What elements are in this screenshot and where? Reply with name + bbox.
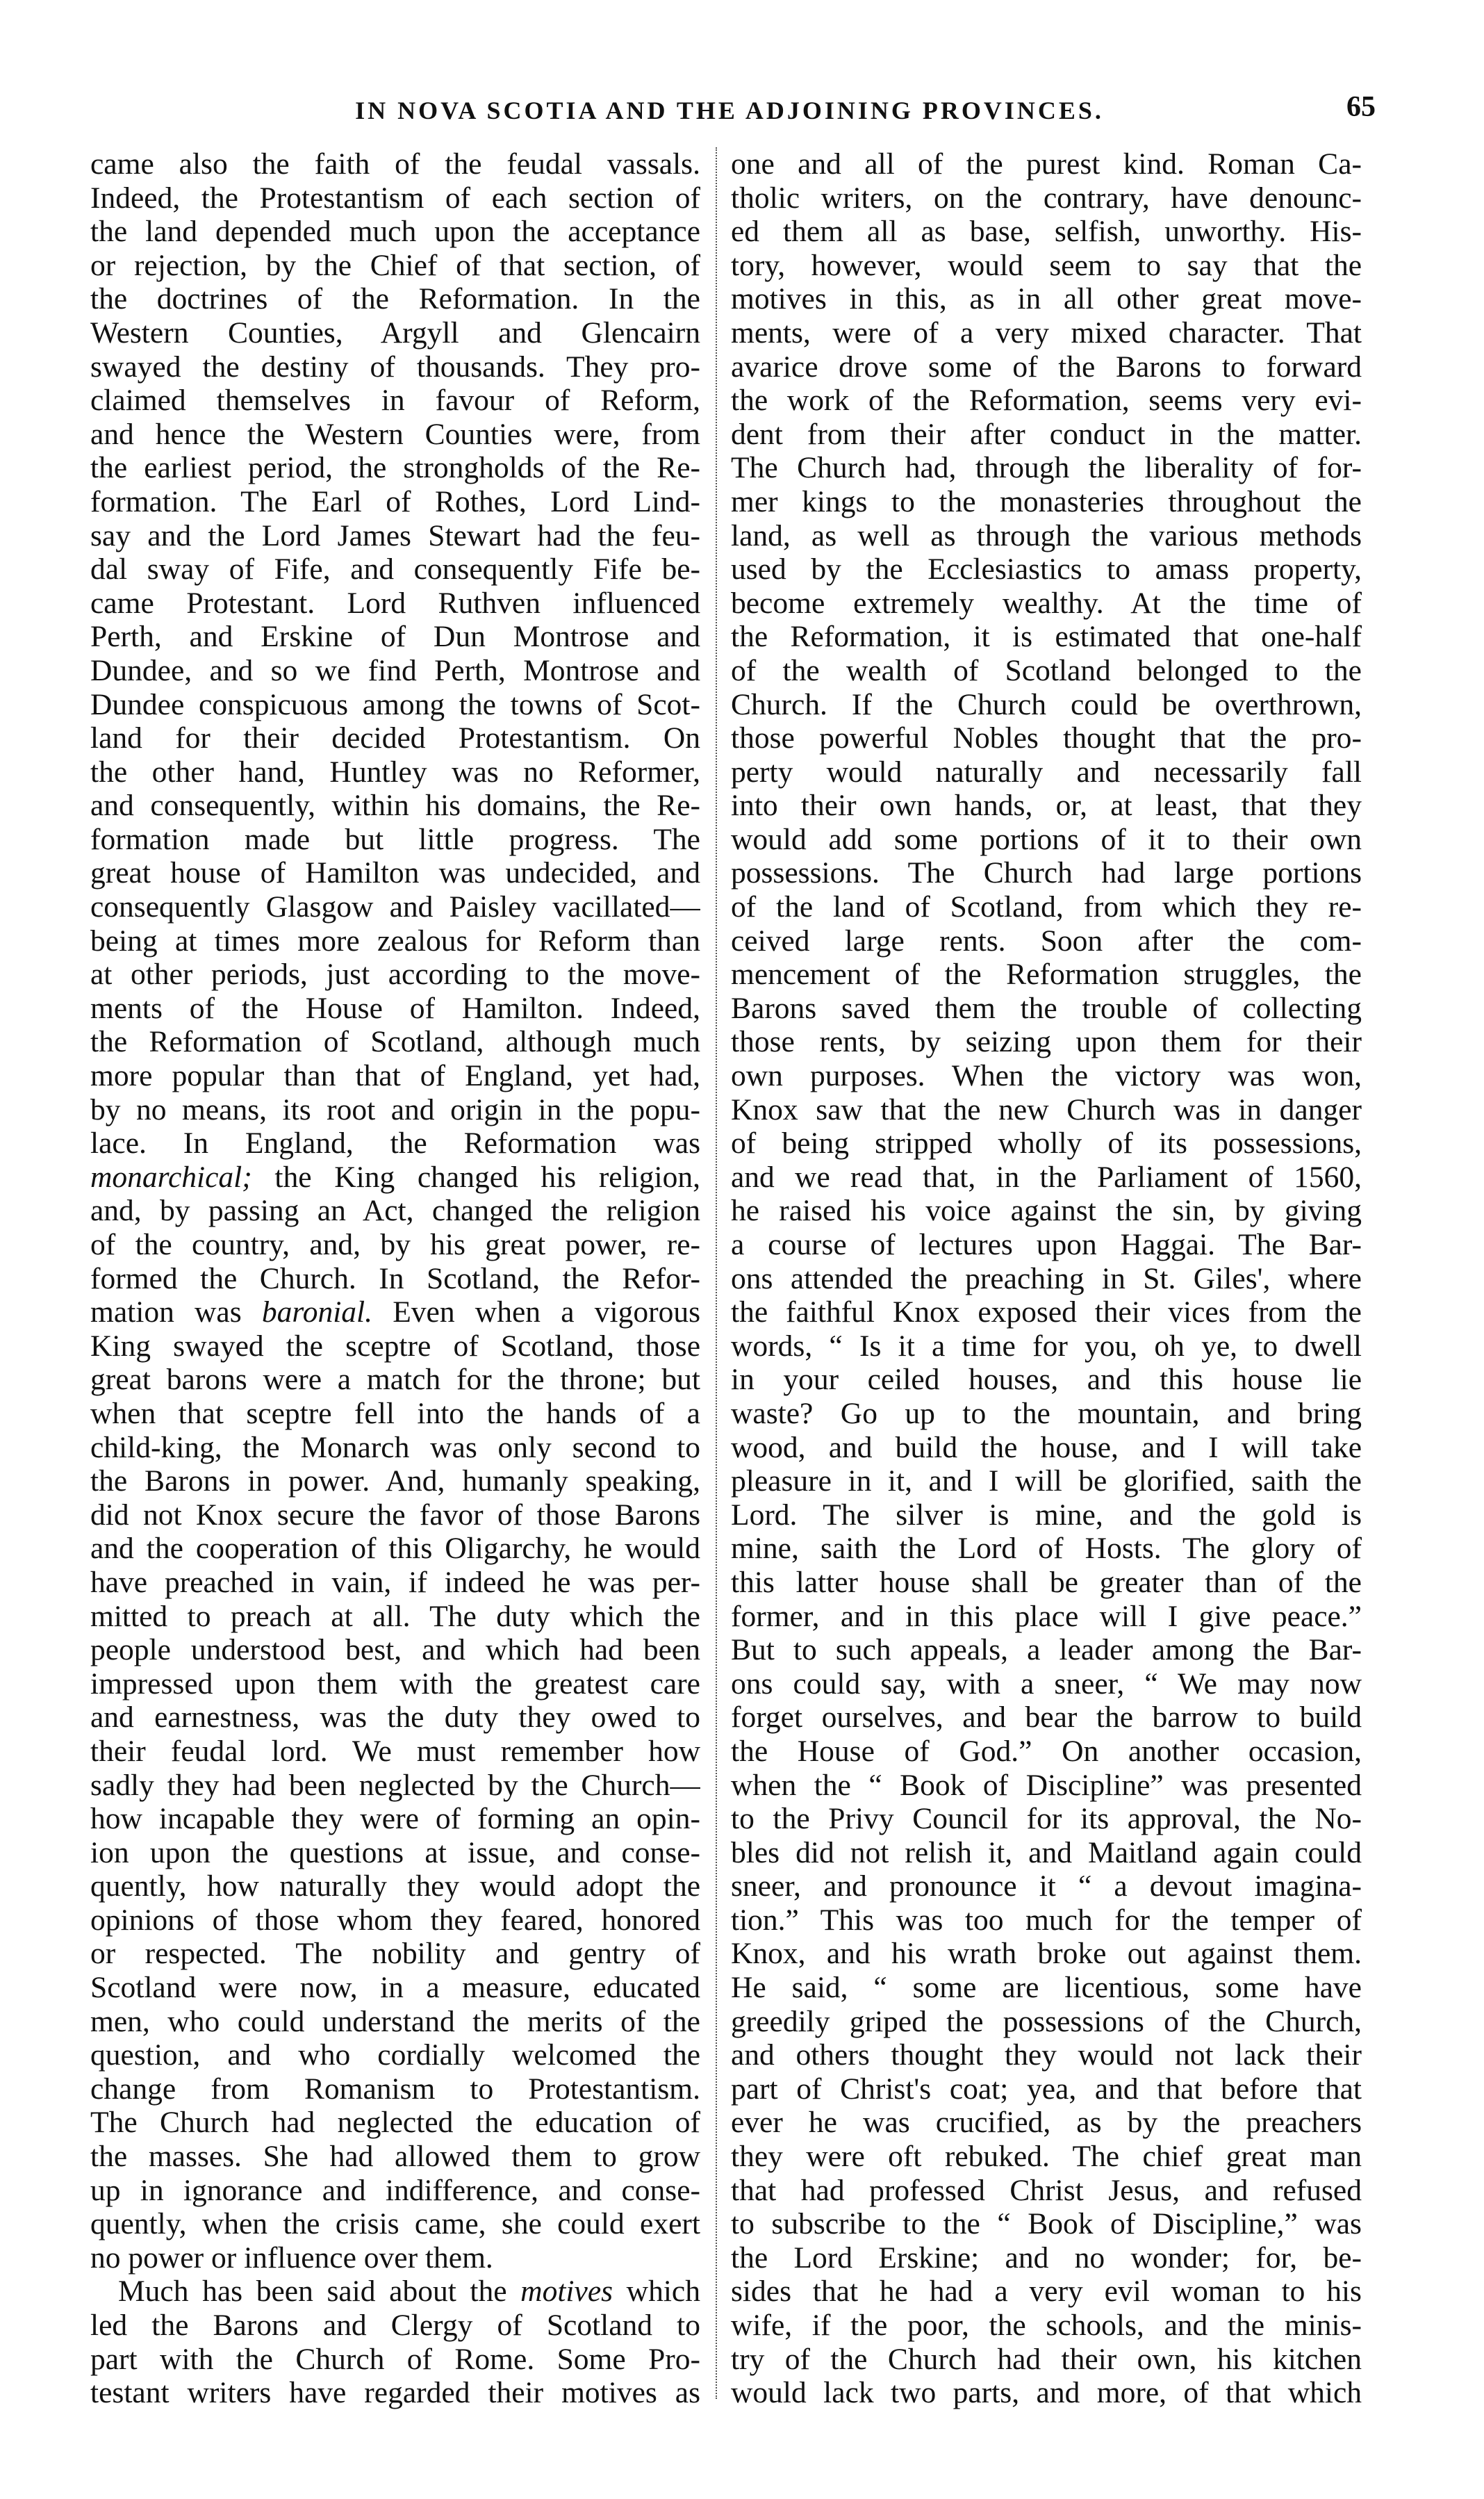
text-line: formation. The Earl of Rothes, Lord Lind- [90,484,700,518]
text-line: wife, if the poor, the schools, and the minis- [731,2309,1362,2342]
text-line: tion.” This was too much for the temper of [731,1903,1362,1937]
text-line: tory, however, would seem to say that the [731,248,1362,282]
text-line: those rents, by seizing upon them for their [731,1025,1362,1059]
text-line: sneer, and pronounce it “ a devout imagina- [731,1869,1362,1903]
text-line: when the “ Book of Discipline” was presented [731,1768,1362,1802]
text-line: or respected. The nobility and gentry of [90,1937,700,1971]
text-line: of the wealth of Scotland belonged to the [731,653,1362,687]
text-line: quently, when the crisis came, she could exert [90,2207,700,2241]
text-line: wood, and build the house, and I will take [731,1430,1362,1464]
text-line: the faithful Knox exposed their vices from the [731,1295,1362,1329]
text-line: the masses. She had allowed them to grow [90,2140,700,2174]
text-line: avarice drove some of the Barons to forward [731,350,1362,384]
text-line: Western Counties, Argyll and Glencairn [90,316,700,350]
text-line: But to such appeals, a leader among the Bar- [731,1633,1362,1667]
text-line: greedily griped the possessions of the Church, [731,2004,1362,2038]
text-line: sides that he had a very evil woman to his [731,2275,1362,2309]
text-line: Knox, and his wrath broke out against them. [731,1937,1362,1971]
text-line: formed the Church. In Scotland, the Refor- [90,1261,700,1295]
text-line: one and all of the purest kind. Roman Ca- [731,147,1362,181]
text-line: say and the Lord James Stewart had the feu- [90,518,700,552]
text-line: The Church had neglected the education of [90,2106,700,2140]
text-line: pleasure in it, and I will be glorified, saith the [731,1464,1362,1498]
text-line: the doctrines of the Reformation. In the [90,282,700,316]
text-line: Church. If the Church could be overthrown, [731,687,1362,721]
text-line: question, and who cordially welcomed the [90,2038,700,2072]
text-line: motives in this, as in all other great move- [731,282,1362,316]
text-line: and others thought they would not lack their [731,2038,1362,2072]
text-line: ceived large rents. Soon after the com- [731,924,1362,958]
text-line: and hence the Western Counties were, from [90,417,700,451]
text-line: the Lord Erskine; and no wonder; for, be- [731,2240,1362,2275]
text-line: Dundee, and so we find Perth, Montrose and [90,653,700,687]
text-line: and earnestness, was the duty they owed to [90,1701,700,1735]
text-line: formation made but little progress. The [90,822,700,856]
text-line: came also the faith of the feudal vassals. [90,147,700,181]
text-line: sadly they had been neglected by the Church— [90,1768,700,1802]
text-line: quently, how naturally they would adopt the [90,1869,700,1903]
text-line: and consequently, within his domains, the Re- [90,789,700,823]
text-line: monarchical; the King changed his religion, [90,1160,700,1194]
text-line: Barons saved them the trouble of collecting [731,991,1362,1025]
text-line: have preached in vain, if indeed he was per- [90,1565,700,1599]
text-line: the Reformation, it is estimated that one-half [731,620,1362,654]
text-line: to subscribe to the “ Book of Discipline,” was [731,2207,1362,2241]
text-line: ments, were of a very mixed character. That [731,316,1362,350]
text-line: words, “ Is it a time for you, oh ye, to dwell [731,1329,1362,1363]
text-line: Dundee conspicuous among the towns of Scot- [90,687,700,721]
text-line: change from Romanism to Protestantism. [90,2072,700,2106]
text-line: used by the Ecclesiastics to amass property, [731,552,1362,587]
text-line: more popular than that of England, yet had, [90,1059,700,1093]
text-line: bles did not relish it, and Maitland again could [731,1835,1362,1869]
text-line: the work of the Reformation, seems very evi- [731,384,1362,418]
text-line: Perth, and Erskine of Dun Montrose and [90,620,700,654]
page-number: 65 [1346,91,1376,123]
text-line: part with the Church of Rome. Some Pro- [90,2342,700,2376]
text-line: testant writers have regarded their motives as [90,2376,700,2410]
text-line: of the country, and, by his great power, re- [90,1228,700,1261]
text-line: land for their decided Protestantism. On [90,721,700,755]
text-line: Much has been said about the motives which [118,2275,700,2309]
text-line: would lack two parts, and more, of that which [731,2376,1362,2410]
text-line: tholic writers, on the contrary, have denounc- [731,181,1362,215]
text-line: become extremely wealthy. At the time of [731,586,1362,620]
text-line: of being stripped wholly of its possessions, [731,1126,1362,1161]
text-line: Scotland were now, in a measure, educated [90,1971,700,2005]
text-line: lace. In England, the Reformation was [90,1126,700,1161]
text-line: King swayed the sceptre of Scotland, those [90,1329,700,1363]
text-line: ons attended the preaching in St. Giles', where [731,1261,1362,1295]
text-line: men, who could understand the merits of the [90,2004,700,2038]
text-line: and we read that, in the Parliament of 1560, [731,1160,1362,1194]
text-line: ments of the House of Hamilton. Indeed, [90,991,700,1025]
text-line: mation was baronial. Even when a vigorous [90,1295,700,1329]
text-line: swayed the destiny of thousands. They pro- [90,350,700,384]
text-line: mitted to preach at all. The duty which the [90,1599,700,1633]
right-text-column [731,147,1362,2413]
text-line: possessions. The Church had large portions [731,856,1362,890]
text-line: would add some portions of it to their own [731,822,1362,856]
text-line: or rejection, by the Chief of that section, of [90,248,700,282]
text-line: how incapable they were of forming an opin- [90,1802,700,1836]
text-line: came Protestant. Lord Ruthven influenced [90,586,700,620]
text-line: Knox saw that the new Church was in danger [731,1092,1362,1126]
column-divider [716,147,717,2399]
text-line: impressed upon them with the greatest care [90,1666,700,1701]
text-line: mencement of the Reformation struggles, the [731,958,1362,992]
text-line: mine, saith the Lord of Hosts. The glory of [731,1532,1362,1566]
text-line: a course of lectures upon Haggai. The Bar- [731,1228,1362,1261]
text-line: former, and in this place will I give peace.” [731,1599,1362,1633]
text-line: own purposes. When the victory was won, [731,1059,1362,1093]
text-line: opinions of those whom they feared, honored [90,1903,700,1937]
text-line: when that sceptre fell into the hands of a [90,1396,700,1430]
text-line: great house of Hamilton was undecided, and [90,856,700,890]
text-line: and, by passing an Act, changed the religion [90,1194,700,1228]
text-line: land, as well as through the various methods [731,518,1362,552]
text-line: Lord. The silver is mine, and the gold is [731,1498,1362,1532]
text-line: no power or influence over them. [90,2240,493,2275]
text-line: and the cooperation of this Oligarchy, he would [90,1532,700,1566]
text-line: waste? Go up to the mountain, and bring [731,1396,1362,1430]
text-line: of the land of Scotland, from which they re- [731,890,1362,924]
left-text-column [90,147,700,2413]
text-line: forget ourselves, and bear the barrow to build [731,1701,1362,1735]
text-line: ed them all as base, selfish, unworthy. His- [731,215,1362,249]
text-line: the land depended much upon the acceptance [90,215,700,249]
text-line: up in ignorance and indifference, and conse- [90,2173,700,2207]
text-line: into their own hands, or, at least, that they [731,789,1362,823]
page-header [83,91,1376,138]
text-line: part of Christ's coat; yea, and that before that [731,2072,1362,2106]
text-line: child-king, the Monarch was only second to [90,1430,700,1464]
text-line: led the Barons and Clergy of Scotland to [90,2309,700,2342]
text-line: great barons were a match for the throne; but [90,1363,700,1397]
text-line: perty would naturally and necessarily fall [731,755,1362,789]
text-line: he raised his voice against the sin, by giving [731,1194,1362,1228]
text-line: ons could say, with a sneer, “ We may now [731,1666,1362,1701]
text-line: did not Knox secure the favor of those Barons [90,1498,700,1532]
text-line: those powerful Nobles thought that the pro- [731,721,1362,755]
text-line: ever he was crucified, as by the preachers [731,2106,1362,2140]
text-line: Indeed, the Protestantism of each section of [90,181,700,215]
text-line: at other periods, just according to the move- [90,958,700,992]
running-head: IN NOVA SCOTIA AND THE ADJOINING PROVINCES. [355,97,1104,124]
text-line: the earliest period, the strongholds of the Re- [90,451,700,485]
text-line: the other hand, Huntley was no Reformer, [90,755,700,789]
text-line: people understood best, and which had been [90,1633,700,1667]
text-line: to the Privy Council for its approval, the No- [731,1802,1362,1836]
text-line: the House of God.” On another occasion, [731,1734,1362,1768]
text-line: that had professed Christ Jesus, and refused [731,2173,1362,2207]
text-line: ion upon the questions at issue, and conse- [90,1835,700,1869]
text-line: dent from their after conduct in the matter. [731,417,1362,451]
text-line: being at times more zealous for Reform than [90,924,700,958]
text-line: The Church had, through the liberality of for- [731,451,1362,485]
text-line: dal sway of Fife, and consequently Fife be- [90,552,700,587]
text-line: in your ceiled houses, and this house lie [731,1363,1362,1397]
text-line: mer kings to the monasteries throughout the [731,484,1362,518]
text-line: the Reformation of Scotland, although much [90,1025,700,1059]
text-line: try of the Church had their own, his kitchen [731,2342,1362,2376]
text-line: this latter house shall be greater than of the [731,1565,1362,1599]
text-line: by no means, its root and origin in the popu- [90,1092,700,1126]
text-line: He said, “ some are licentious, some have [731,1971,1362,2005]
text-line: the Barons in power. And, humanly speaking, [90,1464,700,1498]
text-line: consequently Glasgow and Paisley vacillated— [90,890,700,924]
text-line: claimed themselves in favour of Reform, [90,384,700,418]
text-line: their feudal lord. We must remember how [90,1734,700,1768]
text-line: they were oft rebuked. The chief great man [731,2140,1362,2174]
